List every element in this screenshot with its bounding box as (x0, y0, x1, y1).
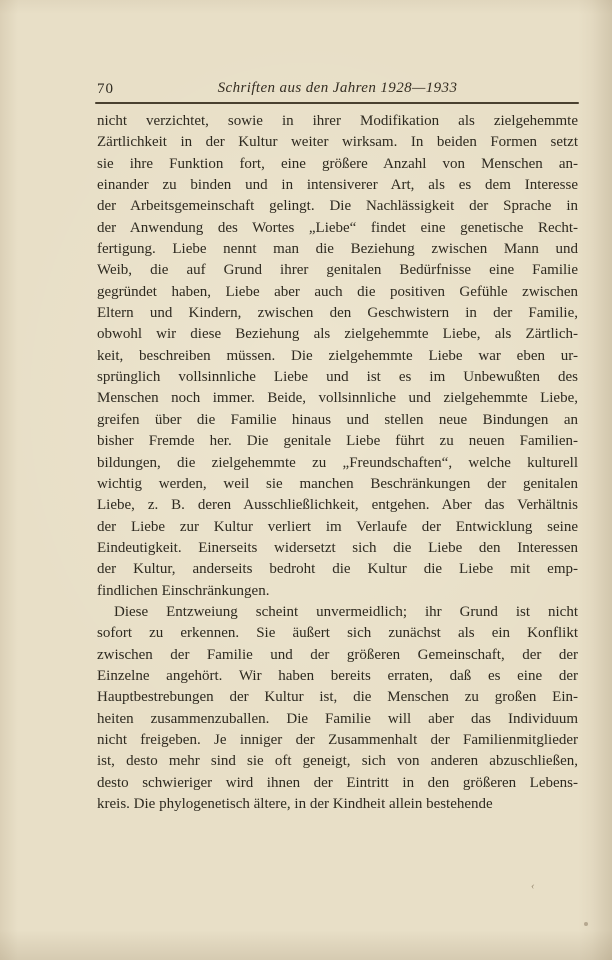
text-line: sofort zu erkennen. Sie äußert sich zunächst als ein Konflikt (97, 625, 578, 642)
text-line: der Kultur, anderseits bedroht die Kultur die Liebe mit emp- (97, 561, 578, 578)
text-line: nicht verzichtet, sowie in ihrer Modifikation als zielgehemmte (97, 113, 578, 129)
text-line: desto schwieriger wird ihnen der Eintritt in den größeren Lebens- (97, 774, 578, 791)
text-line: bildungen, die zielgehemmte zu „Freundschaften“, welche kulturell (97, 454, 578, 471)
text-line: Weib, die auf Grund ihrer genitalen Bedürfnisse eine Familie (97, 262, 578, 279)
running-title: Schriften aus den Jahren 1928—1933 (217, 80, 458, 96)
text-line: gegründet haben, Liebe aber auch die positiven Gefühle zwischen (97, 283, 578, 300)
text-line: kreis. Die phylogenetisch ältere, in der Kindheit allein bestehende (97, 796, 493, 812)
text-line: Einzelne angehört. Wir haben bereits erraten, daß es eine der (97, 667, 578, 684)
scan-mark: ‹ (529, 879, 536, 893)
text-line: keit, beschreiben müssen. Die zielgehemmte Liebe war eben ur- (97, 347, 578, 364)
page-header (97, 80, 578, 102)
scan-speck (584, 922, 588, 926)
text-line: nicht freigeben. Je inniger der Zusammenhalt der Familienmitglieder (97, 731, 578, 748)
text-line: findlichen Einschränkungen. (97, 582, 270, 599)
text-line: Eindeutigkeit. Einerseits widersetzt sich die Liebe den Interessen (97, 539, 578, 556)
text-line: Hauptbestrebungen der Kultur ist, die Menschen zu großen Ein- (97, 689, 578, 706)
text-line: sprünglich vollsinnliche Liebe und ist es im Unbewußten des (97, 369, 578, 386)
body-text (97, 111, 578, 815)
text-line: wichtig werden, weil sie manchen Beschränkungen der genitalen (97, 475, 578, 492)
text-line: Menschen noch immer. Beide, vollsinnliche und zielgehemmte Liebe, (97, 390, 578, 407)
text-line: bisher Fremde her. Die genitale Liebe führt zu neuen Familien- (97, 433, 578, 450)
text-line: fertigung. Liebe nennt man die Beziehung zwischen Mann und (97, 241, 578, 258)
text-line: zwischen der Familie und der größeren Gemeinschaft, der der (97, 646, 578, 663)
text-line: der Arbeitsgemeinschaft gelingt. Die Nachlässigkeit der Sprache in (97, 198, 578, 215)
text-line: ist, desto mehr sind sie oft geneigt, sich von anderen abzuschließen, (97, 753, 578, 770)
text-line: Diese Entzweiung scheint unvermeidlich; ihr Grund ist nicht (114, 603, 578, 620)
text-line: der Anwendung des Wortes „Liebe“ findet eine genetische Recht- (97, 219, 578, 236)
text-line: der Liebe zur Kultur verliert im Verlaufe der Entwicklung seine (97, 518, 578, 535)
text-line: greifen über die Familie hinaus und stellen neue Bindungen an (97, 411, 578, 428)
text-line: obwohl wir diese Beziehung als zielgehemmte Liebe, als Zärtlich- (97, 326, 578, 343)
text-line: Eltern und Kindern, zwischen den Geschwistern in der Familie, (97, 305, 578, 322)
text-line: einander zu binden und in intensiverer Art, als es dem Interesse (97, 177, 578, 194)
header-rule (95, 102, 579, 104)
text-line: sie ihre Funktion fort, eine größere Anzahl von Menschen an- (97, 155, 578, 172)
text-line: heiten zusammenzuballen. Die Familie will aber das Individuum (97, 710, 578, 727)
text-line: Liebe, z. B. deren Ausschließlichkeit, entgehen. Aber das Verhältnis (97, 497, 578, 514)
page-number: 70 (97, 81, 114, 97)
text-line: Zärtlichkeit in der Kultur weiter wirksam. In beiden Formen setzt (97, 134, 578, 151)
